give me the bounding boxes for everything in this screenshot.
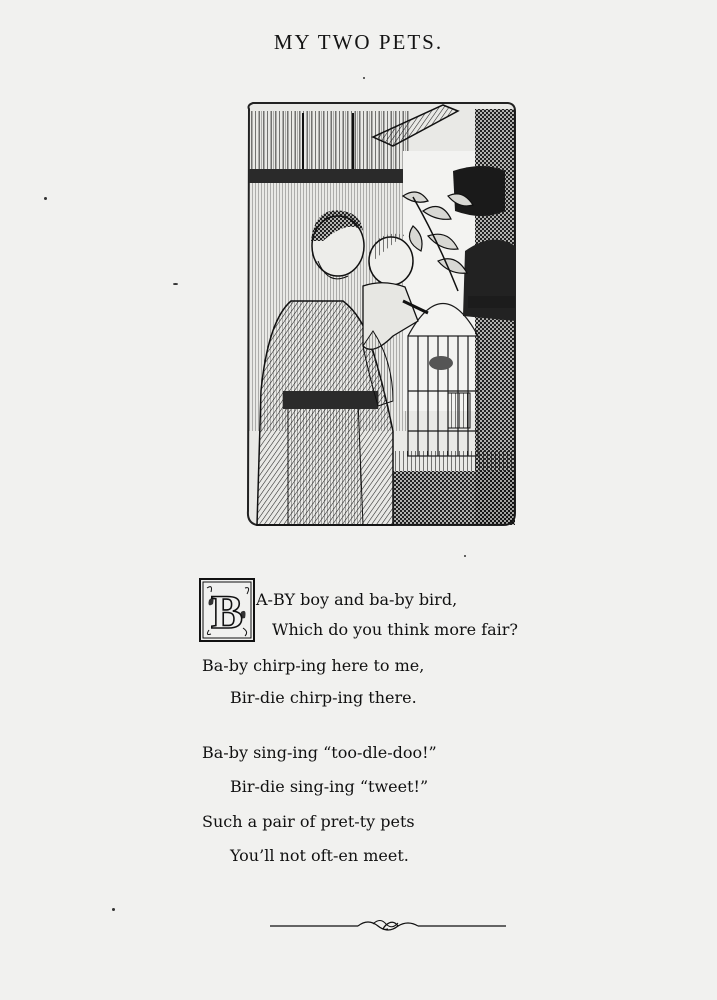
print-speck — [112, 908, 115, 911]
poem-line-3: Ba-by chirp-ing here to me, — [202, 656, 425, 675]
print-speck — [363, 77, 365, 79]
decorative-rule-icon — [268, 915, 508, 937]
poem-line-7: Such a pair of pret-ty pets — [202, 812, 415, 831]
poem-line-1: A-BY boy and ba-by bird, — [256, 590, 458, 609]
poem-line-2: Which do you think more fair? — [272, 620, 518, 639]
print-speck — [173, 283, 178, 285]
poem-line-6: Bir-die sing-ing “tweet!” — [230, 777, 429, 796]
poem-line-4: Bir-die chirp-ing there. — [230, 688, 417, 707]
mother-baby-birdcage-illustration — [243, 101, 518, 529]
drop-cap-b — [199, 578, 255, 642]
page-title: MY TWO PETS. — [273, 30, 444, 54]
poem-line-5: Ba-by sing-ing “too-dle-doo!” — [202, 743, 437, 762]
print-speck — [464, 555, 466, 557]
print-speck — [44, 197, 47, 200]
poem-line-8: You’ll not oft-en meet. — [230, 846, 409, 865]
drop-cap-letter: B — [210, 586, 244, 639]
